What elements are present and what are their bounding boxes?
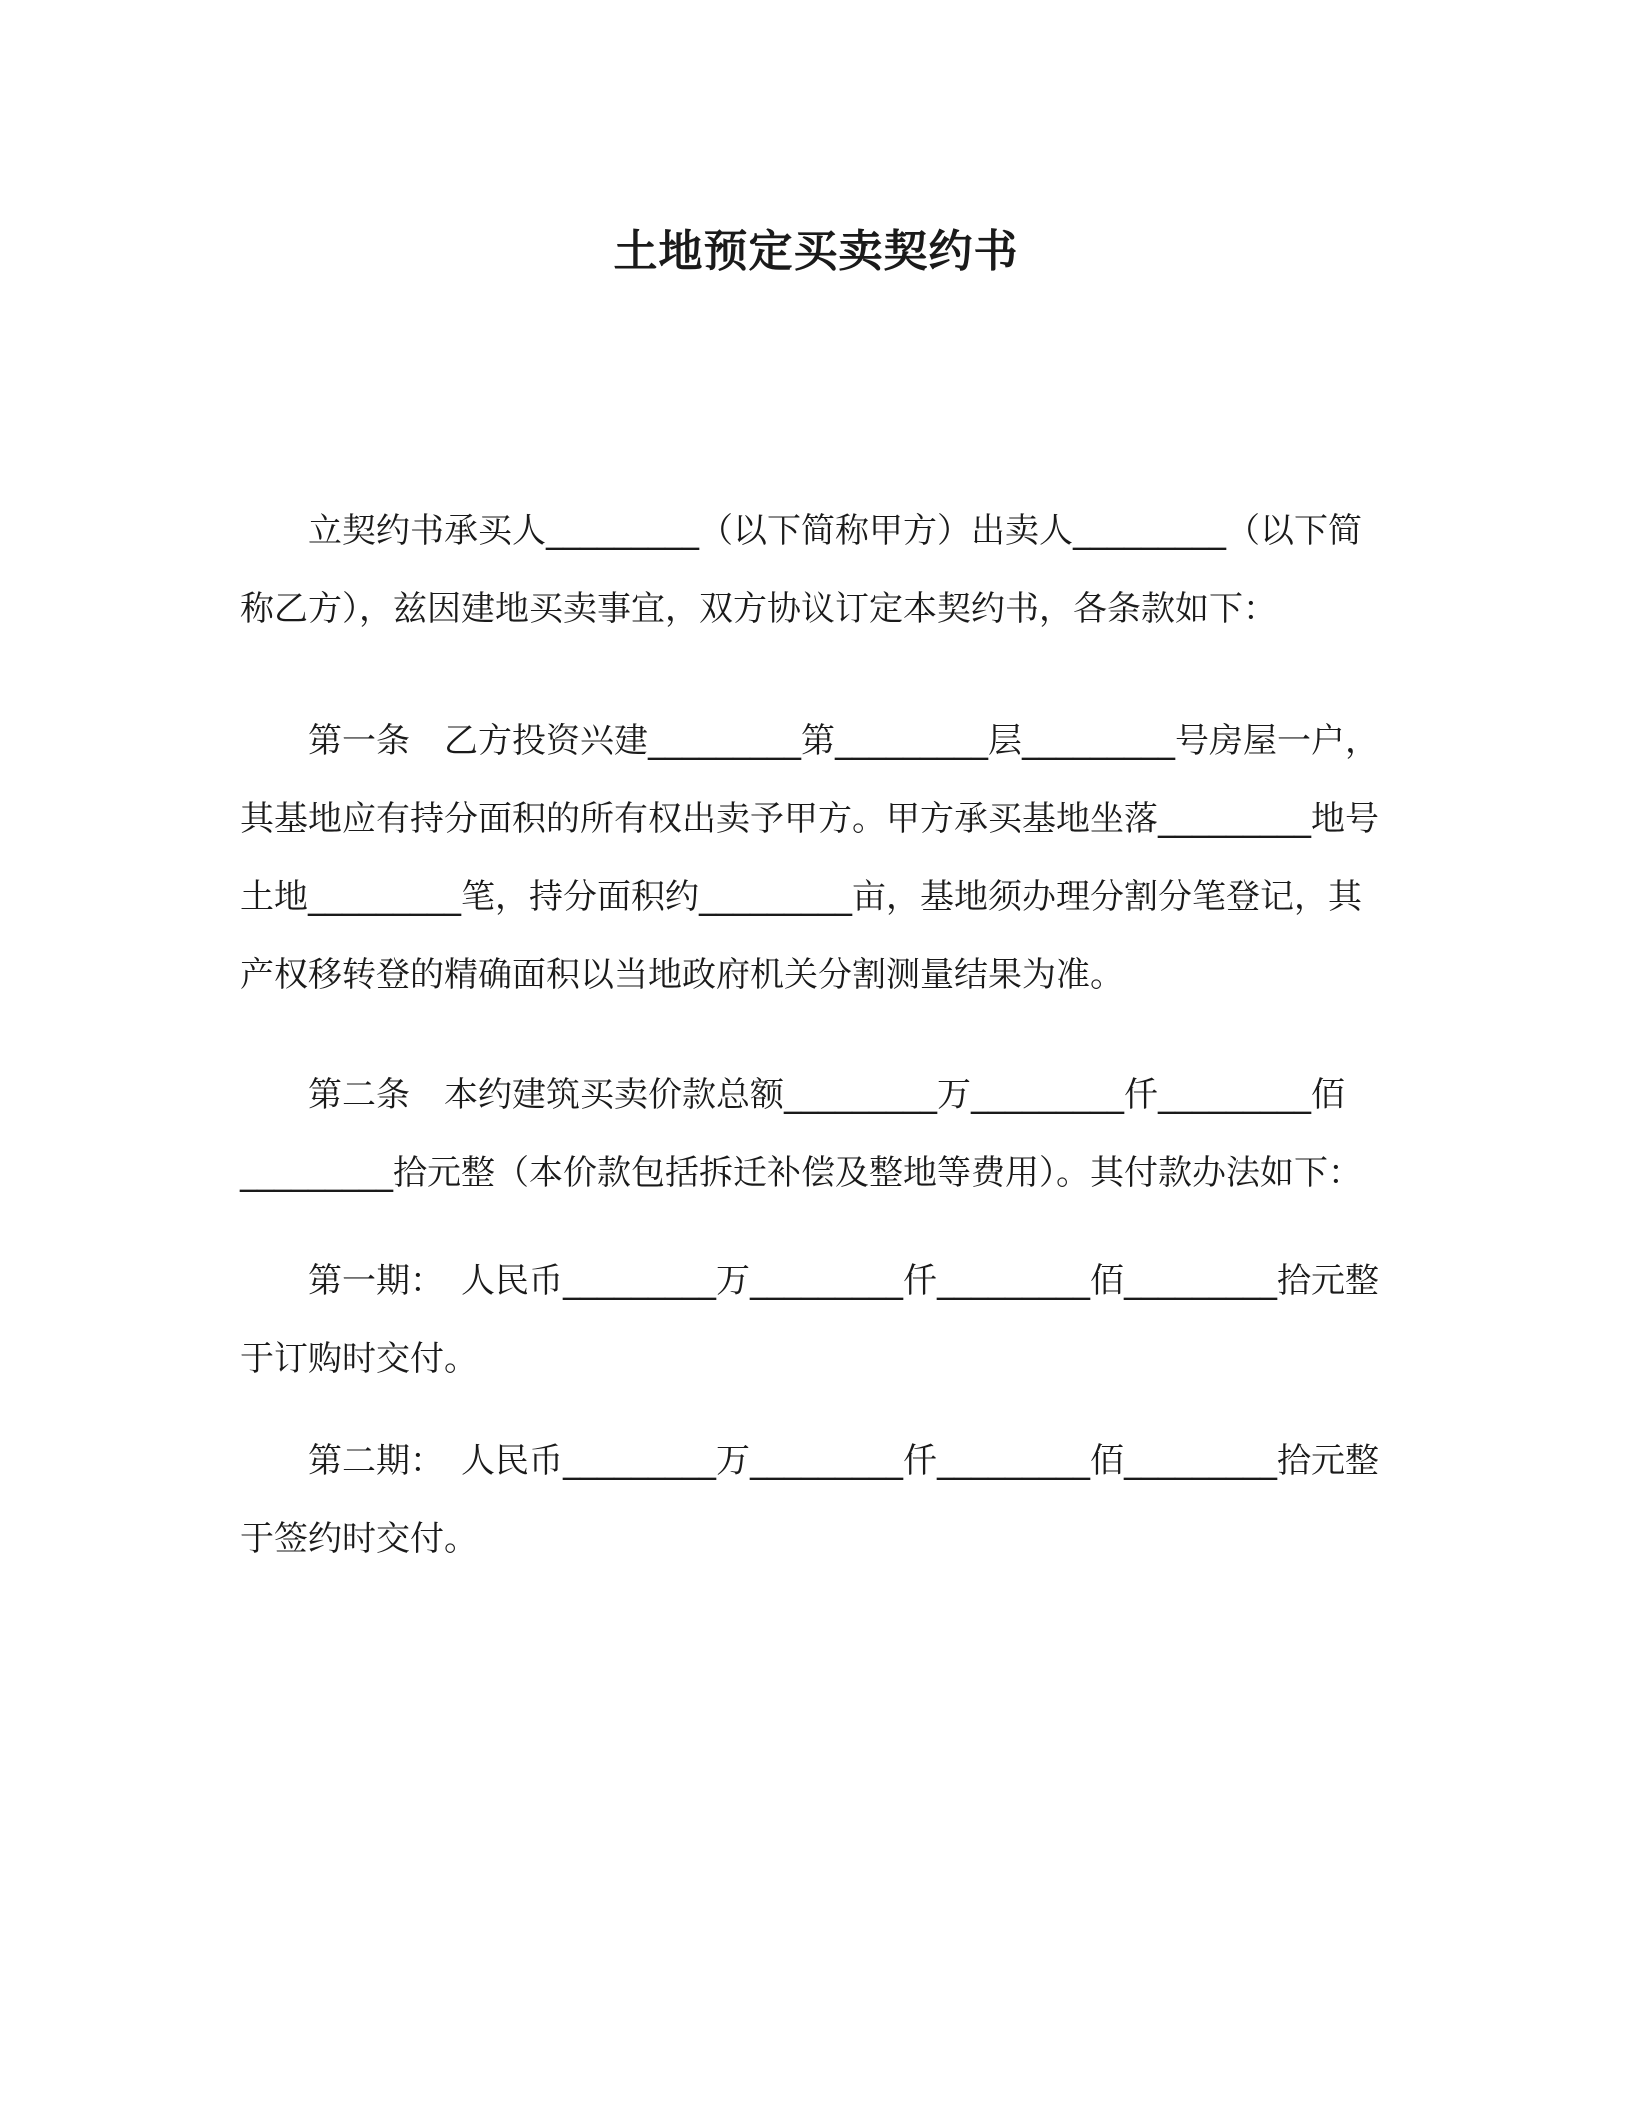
document-title: 土地预定买卖契约书 — [613, 226, 1019, 277]
article-1-paragraph: 第一条 乙方投资兴建_________第_________层_________号房屋一户，其基地应有持分面积的所有权出卖予甲方。甲方承买基地坐落_________地号土地_________笔，持分面积约_________亩，基地须办理分割分笔登记，其产权移转登的精确面积以当地政府机关分割测量结果为准。 — [240, 721, 1379, 995]
document-body — [240, 492, 1390, 1578]
preamble-paragraph: 立契约书承买人_________（以下简称甲方）出卖人_________（以下简称乙方），兹因建地买卖事宜，双方协议订定本契约书，各条款如下： — [240, 511, 1362, 629]
payment-phase-1-paragraph: 第一期： 人民币_________万_________仟_________佰_________拾元整于订购时交付。 — [240, 1261, 1379, 1379]
payment-phase-2-paragraph: 第二期： 人民币_________万_________仟_________佰_________拾元整于签约时交付。 — [240, 1441, 1379, 1559]
article-2-paragraph: 第二条 本约建筑买卖价款总额_________万_________仟_________佰_________拾元整（本价款包括拆迁补偿及整地等费用）。其付款办法如下： — [240, 1075, 1362, 1193]
